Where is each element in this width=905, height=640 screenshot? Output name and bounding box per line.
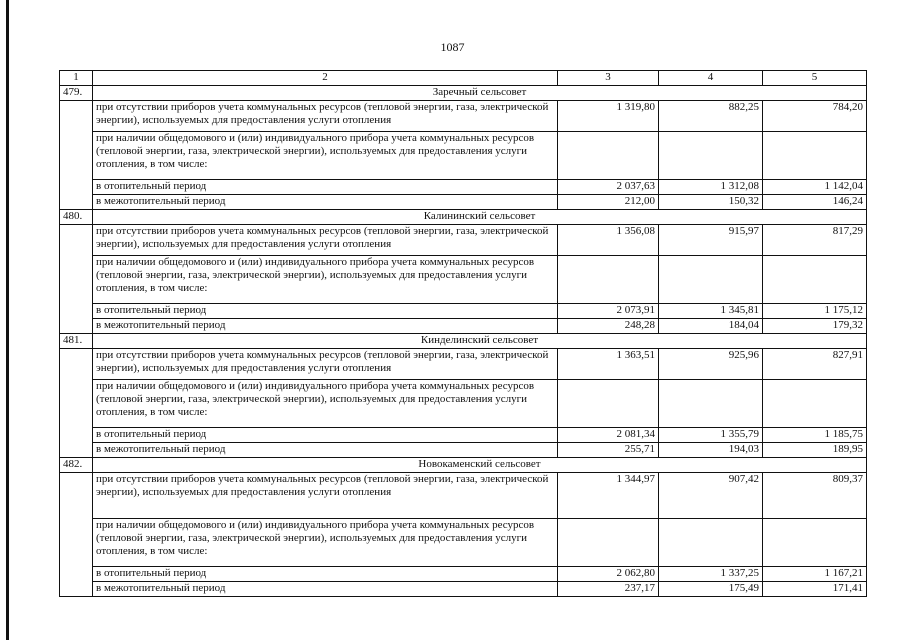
value-cell-c4 [659,256,763,304]
tariff-row [60,132,867,180]
row-description: при наличии общедомового и (или) индивидуального прибора учета коммунальных ресурсов (тепловой энергии, газа, электрической энергии), используемых для предоставления услуги отопления, в том числе: [93,519,558,567]
settlement-header-row [60,210,867,225]
row-number-cell [60,473,93,519]
column-header-4: 4 [659,71,763,86]
row-number-cell [60,443,93,458]
tariff-row [60,582,867,597]
row-number-cell [60,582,93,597]
value-cell-c5: 1 167,21 [763,567,867,582]
value-cell-c5: 809,37 [763,473,867,519]
settlement-header-row [60,86,867,101]
value-cell-c5: 817,29 [763,225,867,256]
value-cell-c5: 189,95 [763,443,867,458]
column-header-3: 3 [558,71,659,86]
row-number-cell [60,349,93,380]
value-cell-c3: 1 319,80 [558,101,659,132]
tariff-row [60,101,867,132]
tariff-table-body [60,71,867,597]
tariff-row [60,428,867,443]
row-number-cell [60,256,93,304]
tariff-row [60,195,867,210]
row-description: в отопительный период [93,304,558,319]
value-cell-c4: 915,97 [659,225,763,256]
page-number: 1087 [440,40,465,54]
column-header-1: 1 [60,71,93,86]
row-description: при отсутствии приборов учета коммунальных ресурсов (тепловой энергии, газа, электрической энергии), используемых для предоставления услуги отопления [93,225,558,256]
row-description: при отсутствии приборов учета коммунальных ресурсов (тепловой энергии, газа, электрической энергии), используемых для предоставления услуги отопления [93,101,558,132]
tariff-row [60,256,867,304]
value-cell-c3: 2 062,80 [558,567,659,582]
value-cell-c4: 150,32 [659,195,763,210]
value-cell-c5: 179,32 [763,319,867,334]
tariff-row [60,319,867,334]
value-cell-c3: 255,71 [558,443,659,458]
value-cell-c4: 184,04 [659,319,763,334]
value-cell-c5: 784,20 [763,101,867,132]
row-description: при наличии общедомового и (или) индивидуального прибора учета коммунальных ресурсов (тепловой энергии, газа, электрической энергии), используемых для предоставления услуги отопления, в том числе: [93,132,558,180]
settlement-header-row [60,458,867,473]
value-cell-c3: 2 081,34 [558,428,659,443]
settlement-name: Новокаменский сельсовет [93,458,867,473]
value-cell-c4: 194,03 [659,443,763,458]
row-number-cell [60,567,93,582]
value-cell-c4 [659,380,763,428]
row-description: в межотопительный период [93,319,558,334]
value-cell-c5: 146,24 [763,195,867,210]
row-description: в отопительный период [93,428,558,443]
value-cell-c3: 1 363,51 [558,349,659,380]
row-number-cell [60,428,93,443]
row-description: в межотопительный период [93,195,558,210]
tariff-row [60,443,867,458]
tariff-table [59,70,867,597]
value-cell-c4: 1 312,08 [659,180,763,195]
value-cell-c5 [763,256,867,304]
row-description: при наличии общедомового и (или) индивидуального прибора учета коммунальных ресурсов (тепловой энергии, газа, электрической энергии), используемых для предоставления услуги отопления, в том числе: [93,380,558,428]
value-cell-c3: 1 344,97 [558,473,659,519]
tariff-row [60,380,867,428]
value-cell-c5: 1 175,12 [763,304,867,319]
settlement-name: Кинделинский сельсовет [93,334,867,349]
row-description: в отопительный период [93,180,558,195]
value-cell-c4: 1 345,81 [659,304,763,319]
value-cell-c4 [659,132,763,180]
row-number-cell [60,101,93,132]
value-cell-c3 [558,380,659,428]
value-cell-c5: 1 185,75 [763,428,867,443]
value-cell-c3 [558,256,659,304]
row-description: при наличии общедомового и (или) индивидуального прибора учета коммунальных ресурсов (тепловой энергии, газа, электрической энергии), используемых для предоставления услуги отопления, в том числе: [93,256,558,304]
value-cell-c5 [763,132,867,180]
value-cell-c4 [659,519,763,567]
row-number-cell [60,225,93,256]
settlement-number: 479. [60,86,93,101]
tariff-row [60,304,867,319]
row-number-cell [60,519,93,567]
value-cell-c3: 1 356,08 [558,225,659,256]
value-cell-c5 [763,380,867,428]
row-number-cell [60,132,93,180]
value-cell-c5: 1 142,04 [763,180,867,195]
tariff-row [60,567,867,582]
column-header-5: 5 [763,71,867,86]
row-description: при отсутствии приборов учета коммунальных ресурсов (тепловой энергии, газа, электрической энергии), используемых для предоставления услуги отопления [93,349,558,380]
value-cell-c3: 237,17 [558,582,659,597]
settlement-number: 481. [60,334,93,349]
row-description: в отопительный период [93,567,558,582]
value-cell-c3: 248,28 [558,319,659,334]
value-cell-c3 [558,519,659,567]
value-cell-c4: 925,96 [659,349,763,380]
page-margin-rule [6,0,9,640]
tariff-row [60,519,867,567]
value-cell-c5: 171,41 [763,582,867,597]
settlement-number: 482. [60,458,93,473]
row-number-cell [60,319,93,334]
value-cell-c5 [763,519,867,567]
tariff-row [60,225,867,256]
row-description: в межотопительный период [93,443,558,458]
value-cell-c4: 907,42 [659,473,763,519]
tariff-row [60,473,867,519]
tariff-row [60,180,867,195]
settlement-name: Заречный сельсовет [93,86,867,101]
row-number-cell [60,380,93,428]
value-cell-c3: 2 073,91 [558,304,659,319]
tariff-row [60,349,867,380]
row-description: при отсутствии приборов учета коммунальных ресурсов (тепловой энергии, газа, электрической энергии), используемых для предоставления услуги отопления [93,473,558,519]
settlement-header-row [60,334,867,349]
value-cell-c3: 2 037,63 [558,180,659,195]
settlement-name: Калининский сельсовет [93,210,867,225]
value-cell-c4: 882,25 [659,101,763,132]
row-description: в межотопительный период [93,582,558,597]
row-number-cell [60,195,93,210]
row-number-cell [60,180,93,195]
value-cell-c4: 1 355,79 [659,428,763,443]
value-cell-c4: 1 337,25 [659,567,763,582]
value-cell-c3: 212,00 [558,195,659,210]
value-cell-c4: 175,49 [659,582,763,597]
value-cell-c5: 827,91 [763,349,867,380]
settlement-number: 480. [60,210,93,225]
column-header-2: 2 [93,71,558,86]
value-cell-c3 [558,132,659,180]
column-number-row [60,71,867,86]
row-number-cell [60,304,93,319]
